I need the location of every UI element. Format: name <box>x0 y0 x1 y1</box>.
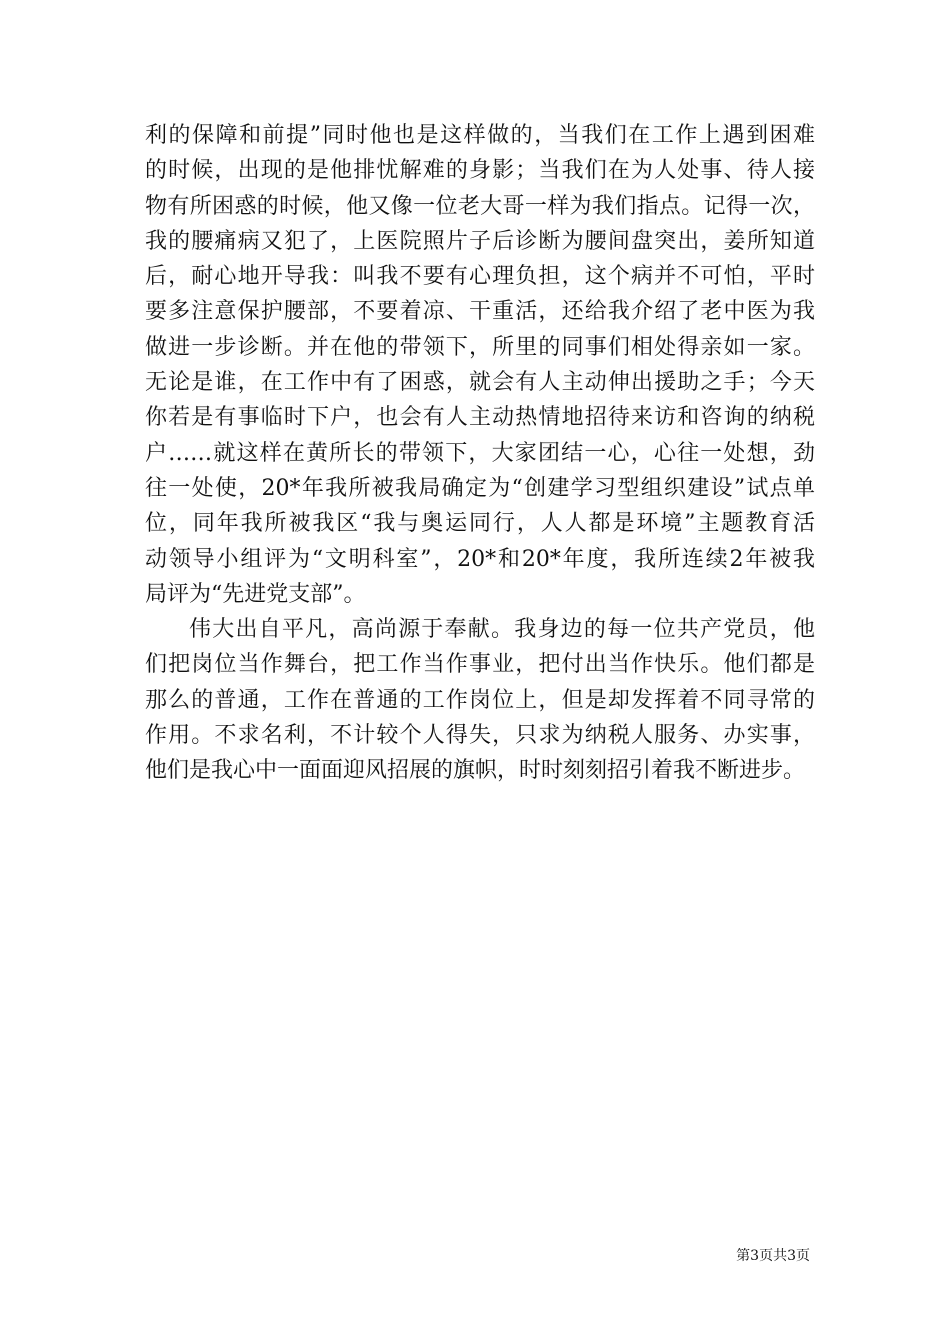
page-number-footer: 第3页共3页 <box>736 1248 810 1264</box>
paragraph-1-line-1: 利的保障和前提”同时他也是这样做的，当我们在工作上遇到困难 <box>145 123 815 148</box>
paragraph-2-line-3: 那么的普通，工作在普通的工作岗位上，但是却发挥着不同寻常的 <box>145 687 815 713</box>
paragraph-1-line-14: 局评为“先进党支部”。 <box>145 581 366 607</box>
paragraph-1-line-11: 往一处使，20*年我所被我局确定为“创建学习型组织建设”试点单 <box>145 475 815 501</box>
body-text <box>145 118 815 789</box>
paragraph-1-line-12: 位，同年我所被我区“我与奥运同行，人人都是环境”主题教育活 <box>145 511 815 537</box>
paragraph-1-line-3: 物有所困惑的时候，他又像一位老大哥一样为我们指点。记得一次， <box>145 193 815 219</box>
paragraph-1-line-6: 要多注意保护腰部，不要着凉、干重活，还给我介绍了老中医为我 <box>145 299 815 325</box>
paragraph-2-line-5: 他们是我心中一面面迎风招展的旗帜，时时刻刻招引着我不断进步。 <box>145 758 806 784</box>
paragraph-1-line-9: 你若是有事临时下户，也会有人主动热情地招待来访和咨询的纳税 <box>145 405 815 431</box>
paragraph-2-line-2: 们把岗位当作舞台，把工作当作事业，把付出当作快乐。他们都是 <box>145 652 815 678</box>
paragraph-1-line-13: 动领导小组评为“文明科室”，20*和20*年度，我所连续2年被我 <box>145 546 815 572</box>
paragraph-1-line-5: 后，耐心地开导我：叫我不要有心理负担，这个病并不可怕，平时 <box>145 264 815 290</box>
paragraph-1-line-2: 的时候，出现的是他排忧解难的身影；当我们在为人处事、待人接 <box>145 158 815 184</box>
paragraph-1-line-7: 做进一步诊断。并在他的带领下，所里的同事们相处得亲如一家。 <box>145 334 815 360</box>
paragraph-2-line-4: 作用。不求名利，不计较个人得失，只求为纳税人服务、办实事， <box>145 723 815 749</box>
paragraph-1-line-10: 户……就这样在黄所长的带领下，大家团结一心，心往一处想，劲 <box>145 440 815 466</box>
paragraph-2-line-1: 伟大出自平凡，高尚源于奉献。我身边的每一位共产党员，他 <box>189 617 815 643</box>
paragraph-1-line-4: 我的腰痛病又犯了，上医院照片子后诊断为腰间盘突出，姜所知道 <box>145 228 815 254</box>
paragraph-1-line-8: 无论是谁，在工作中有了困惑，就会有人主动伸出援助之手；今天 <box>145 370 815 396</box>
